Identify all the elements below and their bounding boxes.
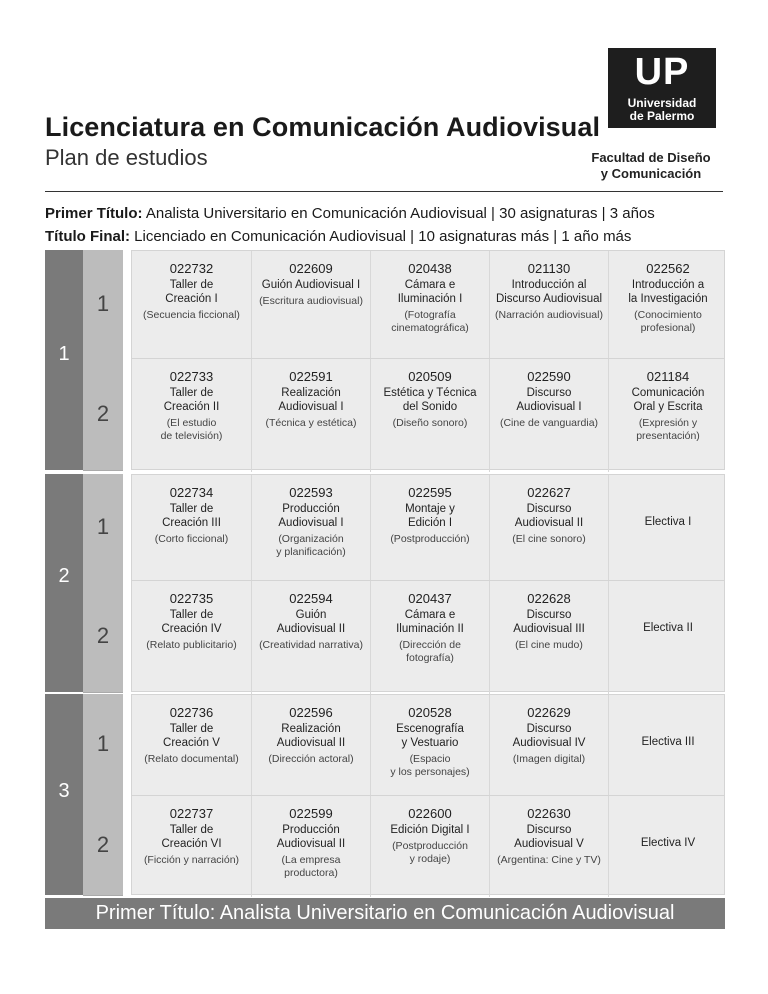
course-code: 022733 — [169, 369, 214, 384]
course-name: Estética y Técnica del Sonido — [383, 387, 477, 413]
logo-line-2: de Palermo — [629, 109, 695, 123]
course-name: Cámara e Iluminación II — [396, 609, 464, 635]
course-cell — [251, 359, 370, 472]
course-description: (Dirección de fotografía) — [399, 639, 461, 664]
course-cell — [132, 251, 251, 358]
semester-row — [132, 475, 724, 580]
course-name: Guión Audiovisual II — [276, 609, 346, 635]
course-name: Discurso Audiovisual IV — [512, 723, 586, 749]
course-code: 022600 — [408, 806, 452, 821]
year-column — [45, 250, 83, 470]
faculty-line-2: y Comunicación — [600, 166, 702, 181]
course-cell — [370, 359, 489, 472]
course-code: 022732 — [169, 261, 214, 276]
semester-column — [83, 794, 123, 896]
course-cell — [489, 581, 608, 694]
elective-cell — [608, 475, 727, 580]
year-number: 2 — [58, 565, 70, 587]
first-title-label: Primer Título: — [45, 205, 143, 222]
course-description: (Diseño sonoro) — [392, 417, 468, 429]
semester-number: 1 — [96, 731, 110, 756]
course-code: 022628 — [527, 591, 571, 606]
course-description: (Organización y planificación) — [276, 533, 346, 558]
course-name: Taller de Creación II — [163, 387, 220, 413]
faculty-line-1: Facultad de Diseño — [591, 150, 711, 165]
course-cell — [370, 581, 489, 694]
university-logo — [608, 48, 716, 128]
course-code: 022562 — [646, 261, 690, 276]
final-title-line — [45, 228, 631, 245]
course-description: (Técnica y estética) — [265, 417, 357, 429]
course-description: (Relato publicitario) — [146, 639, 237, 651]
semester-row — [132, 795, 724, 897]
year-block — [45, 250, 725, 470]
course-cell — [370, 695, 489, 795]
course-name: Comunicación Oral y Escrita — [631, 387, 705, 413]
course-description: (Secuencia ficcional) — [143, 309, 240, 321]
course-cell — [132, 359, 251, 472]
course-name: Cámara e Iluminación I — [397, 279, 463, 305]
course-cell — [370, 475, 489, 580]
year-block — [45, 474, 725, 692]
course-cell — [132, 796, 251, 897]
course-name: Taller de Creación III — [162, 503, 221, 529]
course-name: Producción Audiovisual I — [278, 503, 344, 529]
course-name: Electiva III — [641, 736, 695, 748]
elective-cell — [608, 695, 727, 795]
semester-row — [132, 695, 724, 795]
course-cell — [132, 475, 251, 580]
course-cell — [251, 581, 370, 694]
course-cell — [489, 796, 608, 897]
courses-panel — [131, 250, 725, 470]
course-code: 022609 — [289, 261, 333, 276]
course-description: (Escritura audiovisual) — [259, 295, 363, 307]
course-code: 022629 — [527, 705, 571, 720]
elective-cell — [608, 581, 727, 694]
footer-banner: Primer Título: Analista Universitario en Comunicación Audiovisual — [45, 898, 725, 929]
course-description: (La empresa productora) — [281, 854, 341, 879]
semester-column — [83, 357, 123, 471]
course-name: Discurso Audiovisual II — [514, 503, 584, 529]
course-description: (Dirección actoral) — [268, 753, 354, 765]
header-divider — [45, 191, 723, 192]
courses-panel — [131, 694, 725, 895]
course-code: 020528 — [408, 705, 452, 720]
course-name: Montaje y Edición I — [405, 503, 455, 529]
course-code: 020438 — [408, 261, 452, 276]
final-title-label: Título Final: — [45, 228, 130, 245]
logo-initials: UP — [634, 51, 690, 93]
course-name: Electiva IV — [640, 837, 696, 849]
logo-line-1: Universidad — [627, 96, 697, 110]
semester-column — [83, 250, 123, 358]
course-cell — [251, 251, 370, 358]
course-description: (Relato documental) — [144, 753, 239, 765]
year-number: 1 — [58, 343, 70, 365]
semester-column — [83, 579, 123, 693]
course-description: (El estudio de televisión) — [160, 417, 223, 442]
semester-column — [83, 474, 123, 580]
semester-number: 2 — [96, 622, 110, 648]
course-code: 022594 — [289, 591, 333, 606]
first-title-line — [45, 205, 655, 222]
course-description: (Fotografía cinematográfica) — [391, 309, 469, 334]
course-code: 022591 — [289, 369, 333, 384]
final-title-text: Licenciado en Comunicación Audiovisual | 10 asignaturas más | 1 año más — [129, 228, 632, 245]
semester-row — [132, 358, 724, 472]
course-cell — [608, 251, 727, 358]
year-column — [45, 474, 83, 692]
course-cell — [489, 251, 608, 358]
year-column — [45, 694, 83, 895]
semester-number: 1 — [96, 290, 110, 316]
course-name: Taller de Creación IV — [161, 609, 222, 635]
course-name: Discurso Audiovisual V — [514, 824, 584, 850]
elective-cell — [608, 796, 727, 897]
course-code: 022590 — [527, 369, 571, 384]
course-name: Realización Audiovisual I — [278, 387, 344, 413]
course-description: (Espacio y los personajes) — [390, 753, 470, 778]
course-code: 022734 — [169, 485, 214, 500]
course-cell — [370, 796, 489, 897]
page-subtitle: Plan de estudios — [45, 145, 208, 170]
course-name: Realización Audiovisual II — [276, 723, 346, 749]
course-name: Introducción a la Investigación — [628, 279, 708, 305]
course-description: (Conocimiento profesional) — [634, 309, 702, 334]
logo-university-name — [608, 97, 716, 123]
course-description: (Imagen digital) — [512, 753, 586, 765]
year-block — [45, 694, 725, 895]
course-code: 020437 — [408, 591, 452, 606]
course-description: (Ficción y narración) — [143, 854, 240, 866]
course-code: 022595 — [408, 485, 452, 500]
course-name: Discurso Audiovisual III — [513, 609, 585, 635]
course-name: Producción Audiovisual II — [276, 824, 346, 850]
course-code: 022630 — [527, 806, 571, 821]
course-name: Introducción al Discurso Audiovisual — [495, 279, 603, 305]
semester-row — [132, 580, 724, 694]
page-title: Licenciatura en Comunicación Audiovisual — [45, 112, 601, 142]
course-code: 022596 — [289, 705, 333, 720]
course-cell — [251, 475, 370, 580]
semester-number: 2 — [96, 831, 110, 857]
course-name: Discurso Audiovisual I — [516, 387, 582, 413]
course-code: 020509 — [408, 369, 452, 384]
course-cell — [251, 796, 370, 897]
course-code: 022736 — [169, 705, 214, 720]
course-description: (Argentina: Cine y TV) — [497, 854, 601, 866]
course-name: Taller de Creación VI — [161, 824, 222, 850]
course-description: (Expresión y presentación) — [636, 417, 700, 442]
first-title-text: Analista Universitario en Comunicación Audiovisual | 30 asignaturas | 3 años — [142, 205, 655, 222]
course-cell — [608, 359, 727, 472]
faculty-name — [576, 150, 726, 182]
course-cell — [132, 695, 251, 795]
course-name: Escenografía y Vestuario — [396, 723, 464, 749]
course-code: 022627 — [527, 485, 571, 500]
course-description: (Creatividad narrativa) — [259, 639, 363, 651]
course-description: (Cine de vanguardia) — [499, 417, 599, 429]
course-description: (Narración audiovisual) — [495, 309, 603, 321]
semester-row — [132, 251, 724, 358]
course-code: 021184 — [646, 369, 690, 384]
course-cell — [489, 695, 608, 795]
course-cell — [132, 581, 251, 694]
courses-panel — [131, 474, 725, 692]
course-cell — [251, 695, 370, 795]
course-cell — [489, 359, 608, 472]
course-code: 022599 — [289, 806, 333, 821]
course-description: (Postproducción) — [390, 533, 470, 545]
course-name: Electiva I — [644, 516, 692, 528]
course-name: Taller de Creación V — [163, 723, 220, 749]
course-cell — [370, 251, 489, 358]
course-name: Edición Digital I — [390, 824, 470, 836]
course-code: 022737 — [169, 806, 214, 821]
semester-number: 1 — [96, 513, 110, 539]
course-description: (Postproducción y rodaje) — [392, 840, 468, 865]
course-description: (El cine sonoro) — [512, 533, 586, 545]
year-number: 3 — [58, 780, 70, 802]
semester-column — [83, 694, 123, 795]
course-code: 021130 — [527, 261, 571, 276]
course-code: 022735 — [169, 591, 214, 606]
course-cell — [489, 475, 608, 580]
course-name: Guión Audiovisual I — [261, 279, 361, 291]
course-name: Taller de Creación I — [165, 279, 218, 305]
course-code: 022593 — [289, 485, 333, 500]
semester-number: 2 — [96, 400, 110, 426]
course-description: (El cine mudo) — [515, 639, 583, 651]
course-description: (Corto ficcional) — [154, 533, 229, 545]
course-name: Electiva II — [643, 622, 693, 634]
